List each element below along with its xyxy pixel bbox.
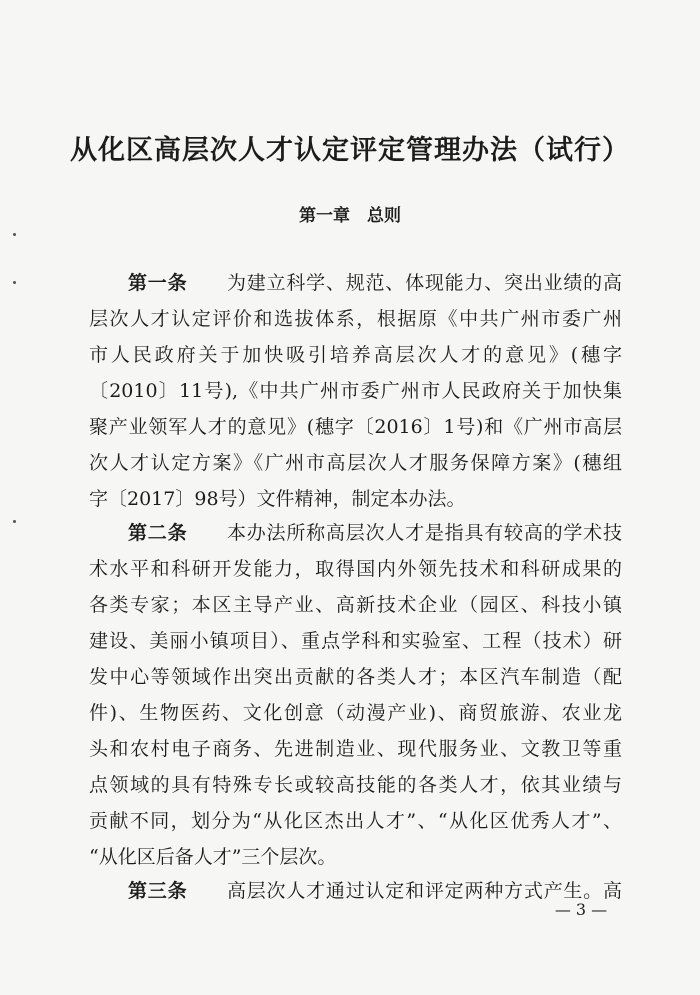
chapter-heading: 第一章 总则 [299, 206, 401, 226]
article-line: “从化区后备人才”三个层次。 [89, 846, 337, 868]
article-line: 发中心等领域作出突出贡献的各类人才；本区汽车制造（配 [89, 666, 622, 688]
article-line: 贡献不同，划分为“从化区杰出人才”、“从化区优秀人才”、 [89, 810, 622, 832]
page-number: — 3 — [554, 900, 608, 919]
article-line: 第二条 本办法所称高层次人才是指具有较高的学术技 [128, 522, 622, 544]
scan-speck [13, 281, 16, 284]
article-line: 头和农村电子商务、先进制造业、现代服务业、文教卫等重 [89, 738, 622, 760]
article-line: 件)、生物医药、文化创意（动漫产业)、商贸旅游、农业龙 [89, 702, 622, 724]
document-title: 从化区高层次人才认定评定管理办法（试行） [70, 135, 630, 166]
article-line: 〔2010〕11号),《中共广州市委广州市人民政府关于加快集 [89, 380, 622, 402]
article-line: 第三条 高层次人才通过认定和评定两种方式产生。高 [128, 880, 622, 902]
article-label: 第二条 [128, 522, 188, 544]
article-line: 术水平和科研开发能力，取得国内外领先技术和科研成果的 [89, 558, 622, 580]
article-line: 建设、美丽小镇项目）、重点学科和实验室、工程（技术）研 [89, 630, 622, 652]
article-label: 第三条 [128, 880, 188, 902]
article-line: 第一条 为建立科学、规范、体现能力、突出业绩的高 [128, 272, 622, 294]
article-line: 市人民政府关于加快吸引培养高层次人才的意见》(穗字 [89, 344, 622, 366]
article-line: 点领域的具有特殊专长或较高技能的各类人才，依其业绩与 [89, 774, 622, 796]
article-line: 字〔2017〕98号）文件精神，制定本办法。 [89, 488, 466, 510]
scan-speck [13, 233, 16, 236]
article-label: 第一条 [128, 272, 188, 294]
article-line: 次人才认定方案》《广州市高层次人才服务保障方案》(穗组 [89, 452, 622, 474]
article-line: 层次人才认定评价和选拔体系，根据原《中共广州市委广州 [89, 308, 622, 330]
article-line: 各类专家；本区主导产业、高新技术企业（园区、科技小镇 [89, 594, 622, 616]
article-line: 聚产业领军人才的意见》(穗字〔2016〕1号)和《广州市高层 [89, 416, 622, 438]
scan-speck [13, 520, 16, 523]
